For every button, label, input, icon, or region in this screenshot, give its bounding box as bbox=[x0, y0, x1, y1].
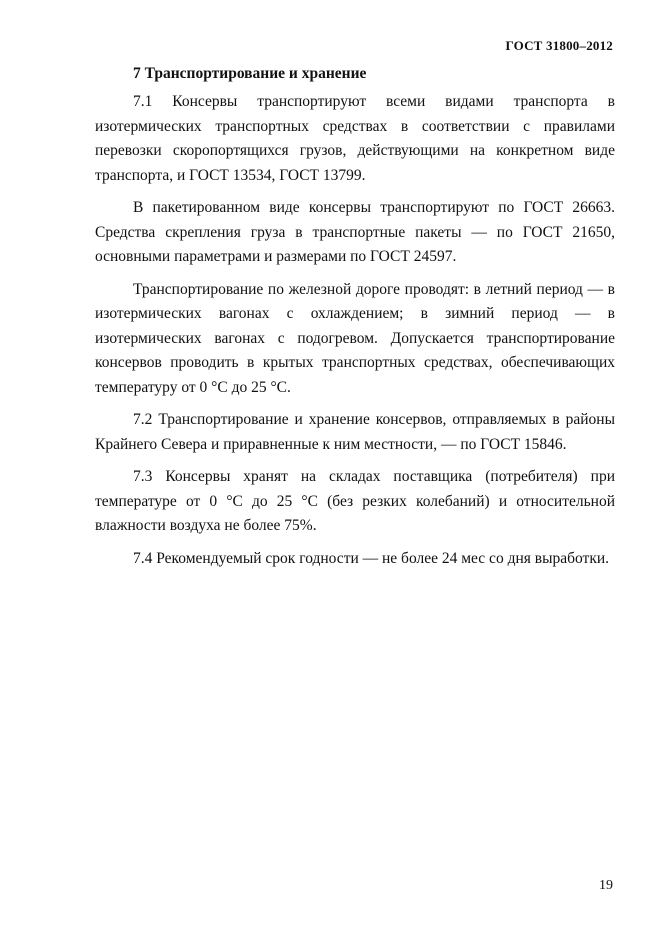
paragraph-7-1: 7.1 Консервы транспортируют всеми видами транспорта в изотермических транспортных средствах в соответствии с правилами перевозки скоропортящихся грузов, действующими на конкретном виде транспорта, и ГОСТ 13534, ГОСТ 13799. bbox=[95, 93, 615, 184]
paragraph-7-3: 7.3 Консервы хранят на складах поставщика (потребителя) при температуре от 0 °С до 25 °С (без резких колебаний) и относительной влажности воздуха не более 75%. bbox=[95, 468, 615, 534]
paragraph-rail-transport: Транспортирование по железной дороге проводят: в летний период — в изотермических вагонах с охлаждением; в зимний период — в изотермических вагонах с подогревом. Допускается транспортирование консервов проводить в крытых транспортных средствах, обеспечивающих температуру от 0 °С до 25 °С. bbox=[95, 280, 615, 396]
section-content bbox=[95, 62, 615, 579]
paragraph-7-4: 7.4 Рекомендуемый срок годности — не более 24 мес со дня выработки. bbox=[133, 549, 610, 567]
document-code: ГОСТ 31800–2012 bbox=[505, 38, 613, 53]
section-title: 7 Транспортирование и хранение bbox=[133, 65, 367, 82]
paragraph-7-2: 7.2 Транспортирование и хранение консервов, отправляемых в районы Крайнего Севера и приравненные к ним местности, — по ГОСТ 15846. bbox=[95, 411, 615, 453]
page-number: 19 bbox=[599, 878, 613, 893]
paragraph-packaged-transport: В пакетированном виде консервы транспортируют по ГОСТ 26663. Средства скрепления груза в транспортные пакеты — по ГОСТ 21650, основными параметрами и размерами по ГОСТ 24597. bbox=[95, 199, 615, 265]
